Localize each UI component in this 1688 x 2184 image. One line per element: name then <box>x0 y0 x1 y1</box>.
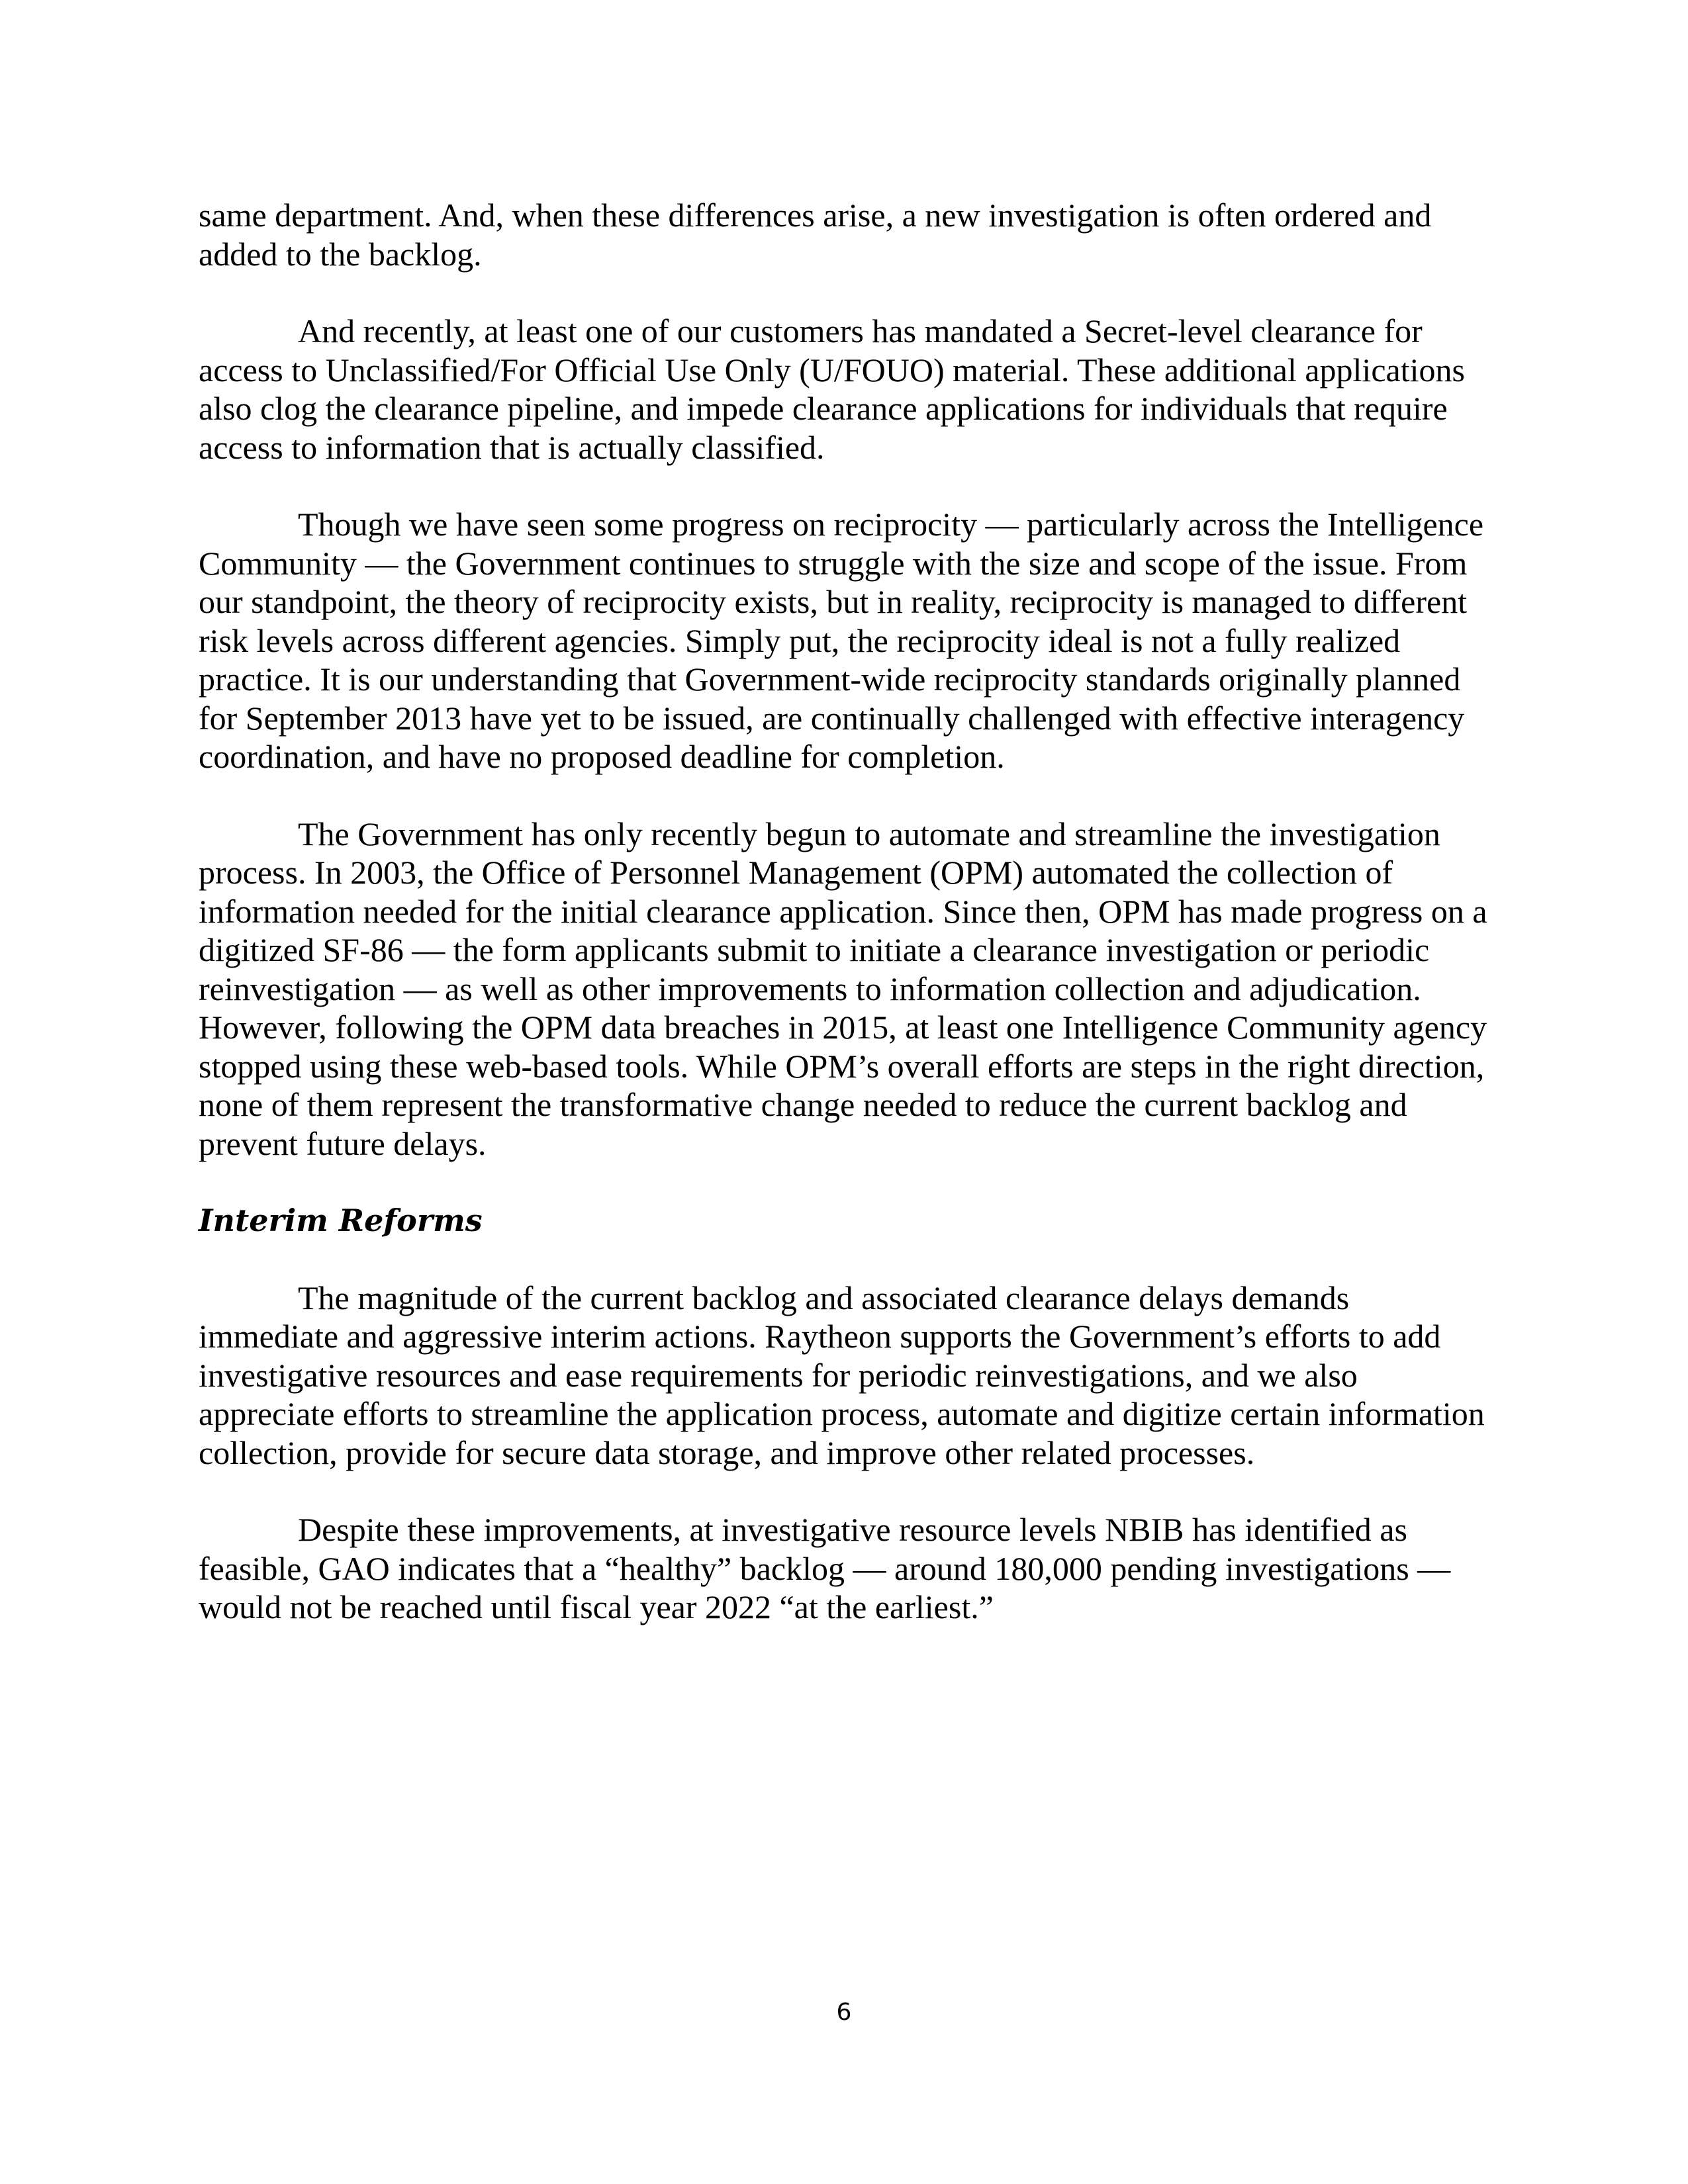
paragraph-reciprocity: Though we have seen some progress on reciprocity — particularly across the Intelligence Community — the Government continues to struggle with the size and scope of the issue. From our standpoint, the theory of reciprocity exists, but in reality, reciprocity is managed to different risk levels across different agencies. Simply put, the reciprocity ideal is not a fully realized practice. It is our understanding that Government-wide reciprocity standards originally planned for September 2013 have yet to be issued, are continually challenged with effective interagency coordination, and have no proposed deadline for completion. <box>199 506 1484 775</box>
paragraph-secret-level-mandate: And recently, at least one of our customers has mandated a Secret-level clearance for access to Unclassified/For Official Use Only (U/FOUO) material. These additional applications also clog the clearance pipeline, and impede clearance applications for individuals that require access to information that is actually classified. <box>199 312 1465 466</box>
paragraph-continuation: same department. And, when these differences arise, a new investigation is often ordered and added to the backlog. <box>199 197 1432 273</box>
paragraph-automation: The Government has only recently begun to automate and streamline the investigation process. In 2003, the Office of Personnel Management (OPM) automated the collection of information needed for the initial clearance application. Since then, OPM has made progress on a digitized SF-86 — the form applicants submit to initiate a clearance investigation or periodic reinvestigation — as well as other improvements to information collection and adjudication. However, following the OPM data breaches in 2015, at least one Intelligence Community agency stopped using these web-based tools. While OPM’s overall efforts are steps in the right direction, none of them represent the transformative change needed to reduce the current backlog and prevent future delays. <box>199 815 1487 1162</box>
paragraph-interim-actions: The magnitude of the current backlog and associated clearance delays demands immediate and aggressive interim actions. Raytheon supports the Government’s efforts to add investigative resources and ease requirements for periodic reinvestigations, and we also appreciate efforts to streamline the application process, automate and digitize certain information collection, provide for secure data storage, and improve other related processes. <box>199 1279 1485 1471</box>
section-heading-interim-reforms: Interim Reforms <box>199 1203 483 1238</box>
page-number: 6 <box>836 1999 852 2026</box>
paragraph-healthy-backlog: Despite these improvements, at investigative resource levels NBIB has identified as feasible, GAO indicates that a “healthy” backlog — around 180,000 pending investigations — would not be reached until fiscal year 2022 “at the earliest.” <box>199 1511 1451 1625</box>
document-body <box>199 196 1496 1665</box>
